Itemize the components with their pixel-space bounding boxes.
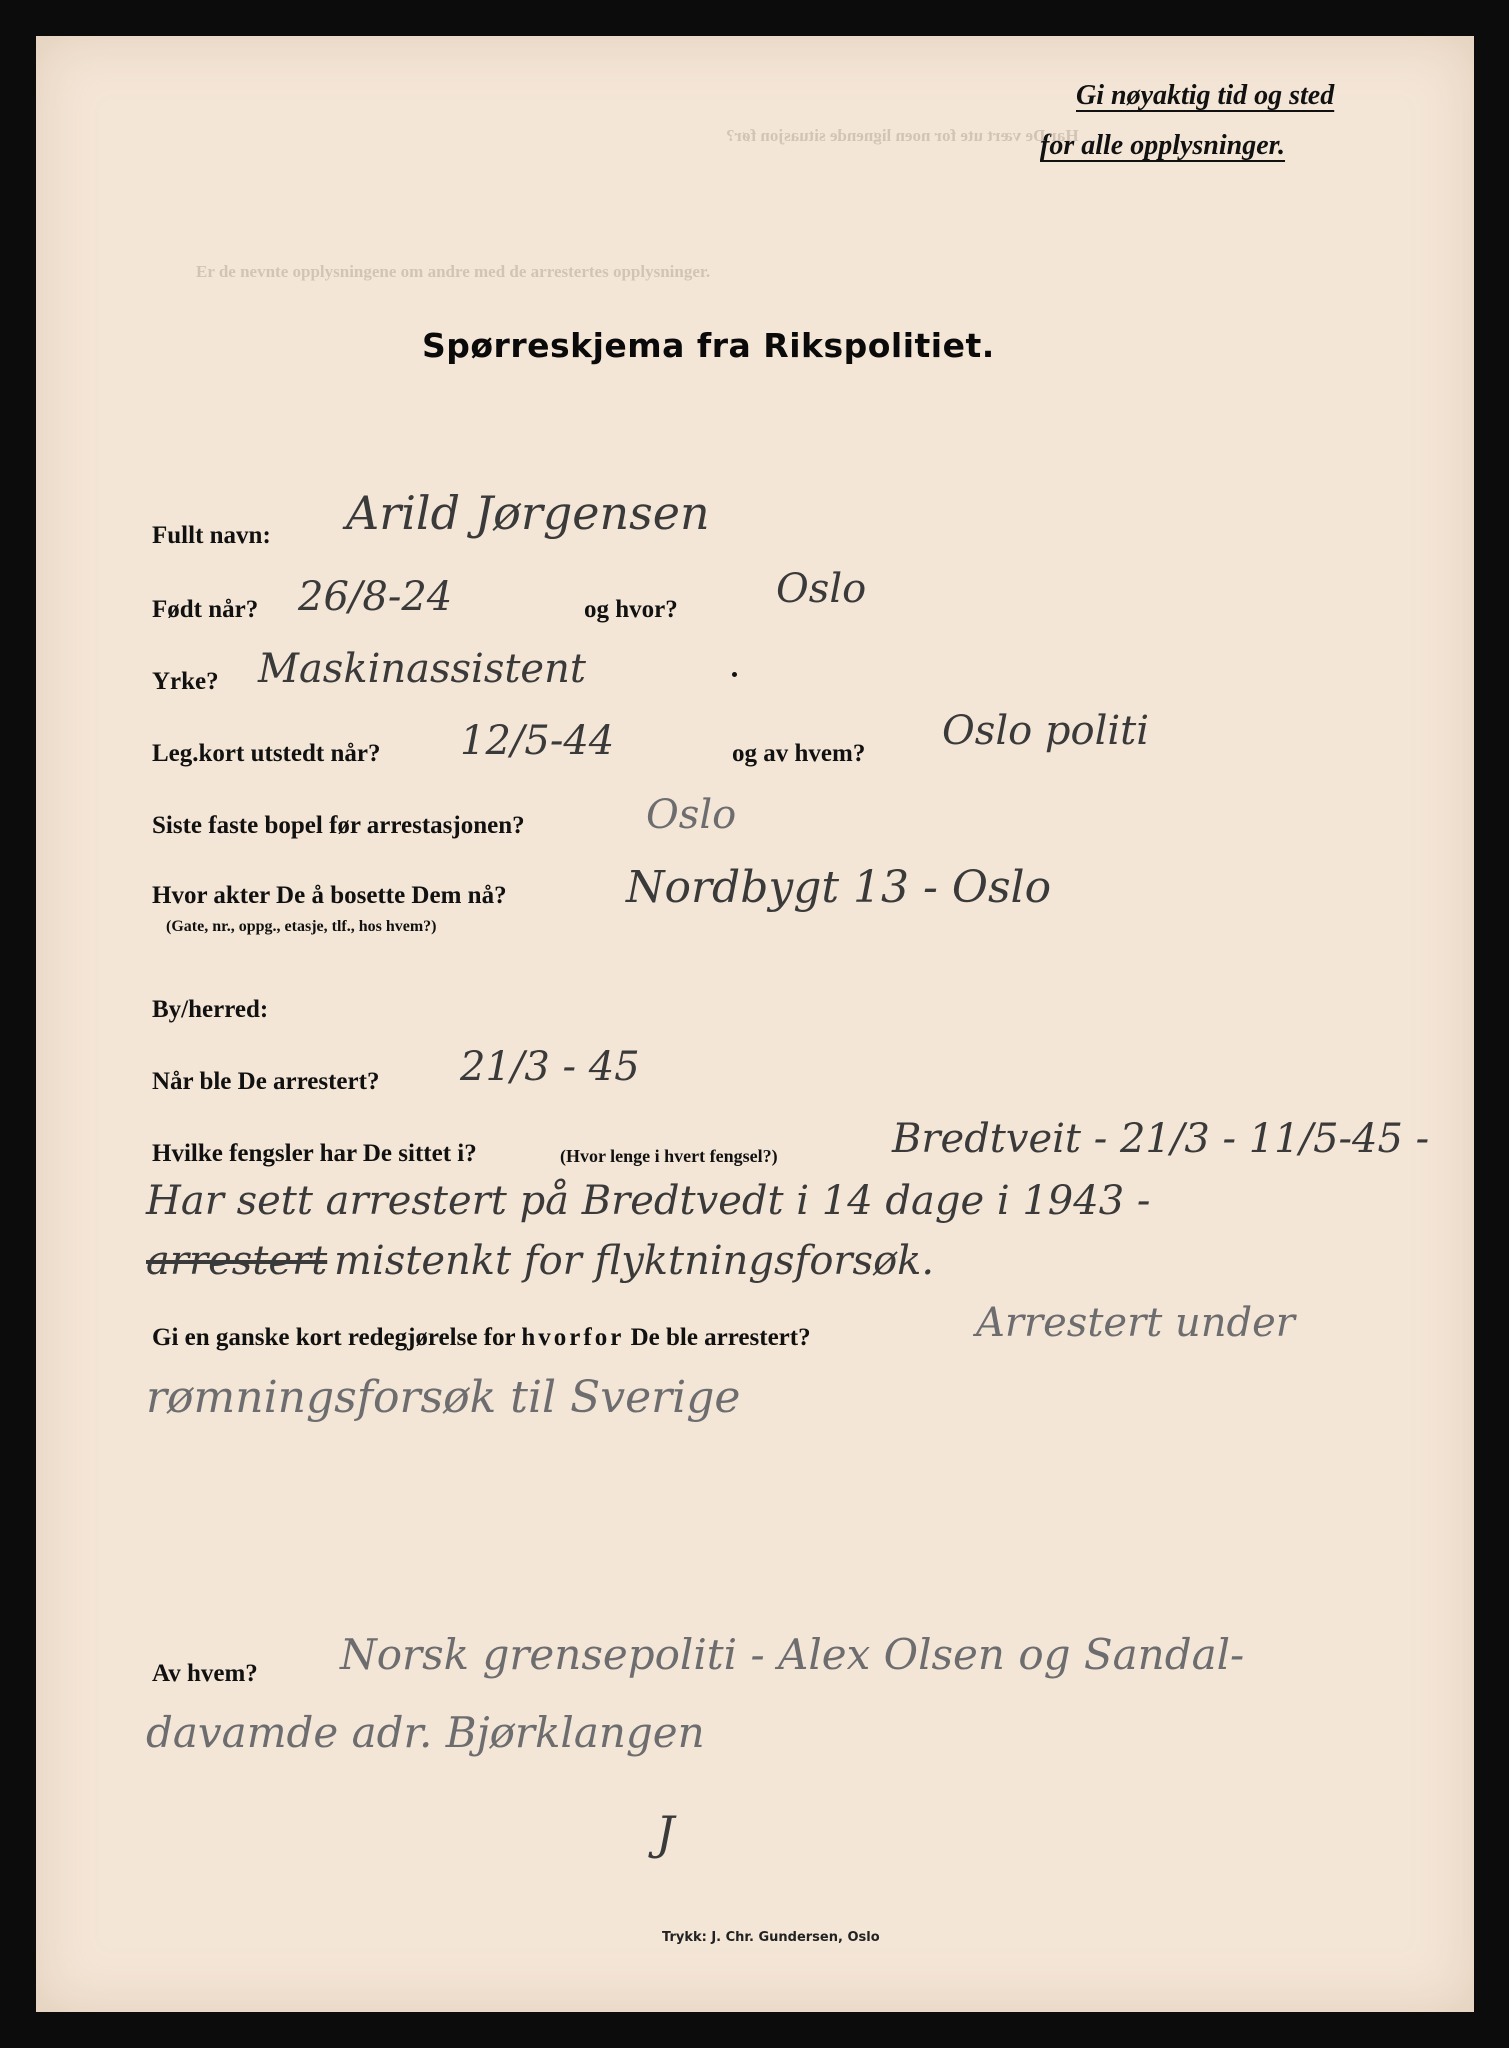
value-fengsler-struck: arrestert — [146, 1238, 328, 1284]
label-legkort: Leg.kort utstedt når? — [152, 740, 381, 767]
label-hvorfor-bold: hvorfor — [521, 1324, 625, 1351]
sublabel-bosette: (Gate, nr., oppg., etasje, tlf., hos hvem?) — [166, 918, 437, 935]
value-yrke: Maskinassistent — [258, 646, 586, 692]
label-bosette: Hvor akter De å bosette Dem nå? — [152, 882, 507, 909]
value-bosette: Nordbygt 13 - Oslo — [626, 862, 1052, 913]
value-fengsler-line2: Har sett arrestert på Bredtvedt i 14 dage i 1943 - — [146, 1178, 1151, 1224]
label-fullt-navn: Fullt navn: — [152, 522, 271, 549]
form-page — [36, 36, 1474, 2012]
value-siste-bopel: Oslo — [646, 792, 737, 838]
value-av-hvem-line2: davamde adr. Bjørklangen — [146, 1708, 705, 1757]
label-yrke: Yrke? — [152, 668, 219, 695]
label-fodt-nar: Født når? — [152, 596, 259, 623]
value-legkort: 12/5-44 — [460, 718, 615, 764]
value-av-hvem: Norsk grensepoliti - Alex Olsen og Sandal- — [340, 1630, 1245, 1679]
ghost-text-a: Har De vært ute for noen lignende situasjon før? — [726, 126, 1079, 145]
label-fengsler: Hvilke fengsler har De sittet i? — [152, 1140, 477, 1167]
label-hvorfor — [152, 1324, 811, 1352]
handwritten-mark: J — [656, 1806, 675, 1860]
label-og-hvor: og hvor? — [584, 596, 678, 623]
form-title: Spørreskjema fra Rikspolitiet. — [422, 326, 995, 365]
value-hvorfor: Arrestert under — [976, 1300, 1295, 1346]
value-hvorfor-line2: rømningsforsøk til Sverige — [146, 1372, 741, 1423]
label-av-hvem: Av hvem? — [152, 1660, 258, 1687]
sublabel-fengsler: (Hvor lenge i hvert fengsel?) — [560, 1146, 778, 1166]
header-note-line2: for alle opplysninger. — [1040, 130, 1286, 161]
value-fengsler: Bredtveit - 21/3 - 11/5-45 - — [892, 1116, 1430, 1162]
header-note-line1: Gi nøyaktig tid og sted — [1076, 80, 1335, 111]
value-av-hvem-kort: Oslo politi — [942, 708, 1150, 754]
label-av-hvem-kort: og av hvem? — [732, 740, 866, 767]
label-hvorfor-start: Gi en ganske kort redegjørelse for — [152, 1324, 516, 1351]
label-by-herred: By/herred: — [152, 996, 269, 1023]
value-og-hvor: Oslo — [776, 566, 867, 612]
label-siste-bopel: Siste faste bopel før arrestasjonen? — [152, 812, 525, 839]
value-arrestert-nar: 21/3 - 45 — [460, 1044, 640, 1090]
ghost-text-b: Er de nevnte opplysningene om andre med de arrestertes opplysninger. — [196, 262, 711, 281]
printer-footer: Trykk: J. Chr. Gundersen, Oslo — [662, 1930, 880, 1945]
value-fullt-navn: Arild Jørgensen — [346, 486, 710, 540]
stray-dot — [732, 672, 737, 677]
value-fodt-nar: 26/8-24 — [298, 574, 453, 620]
label-arrestert-nar: Når ble De arrestert? — [152, 1068, 380, 1095]
value-fengsler-line3: mistenkt for flyktningsforsøk. — [334, 1238, 935, 1284]
label-hvorfor-end: De ble arrestert? — [630, 1324, 811, 1351]
